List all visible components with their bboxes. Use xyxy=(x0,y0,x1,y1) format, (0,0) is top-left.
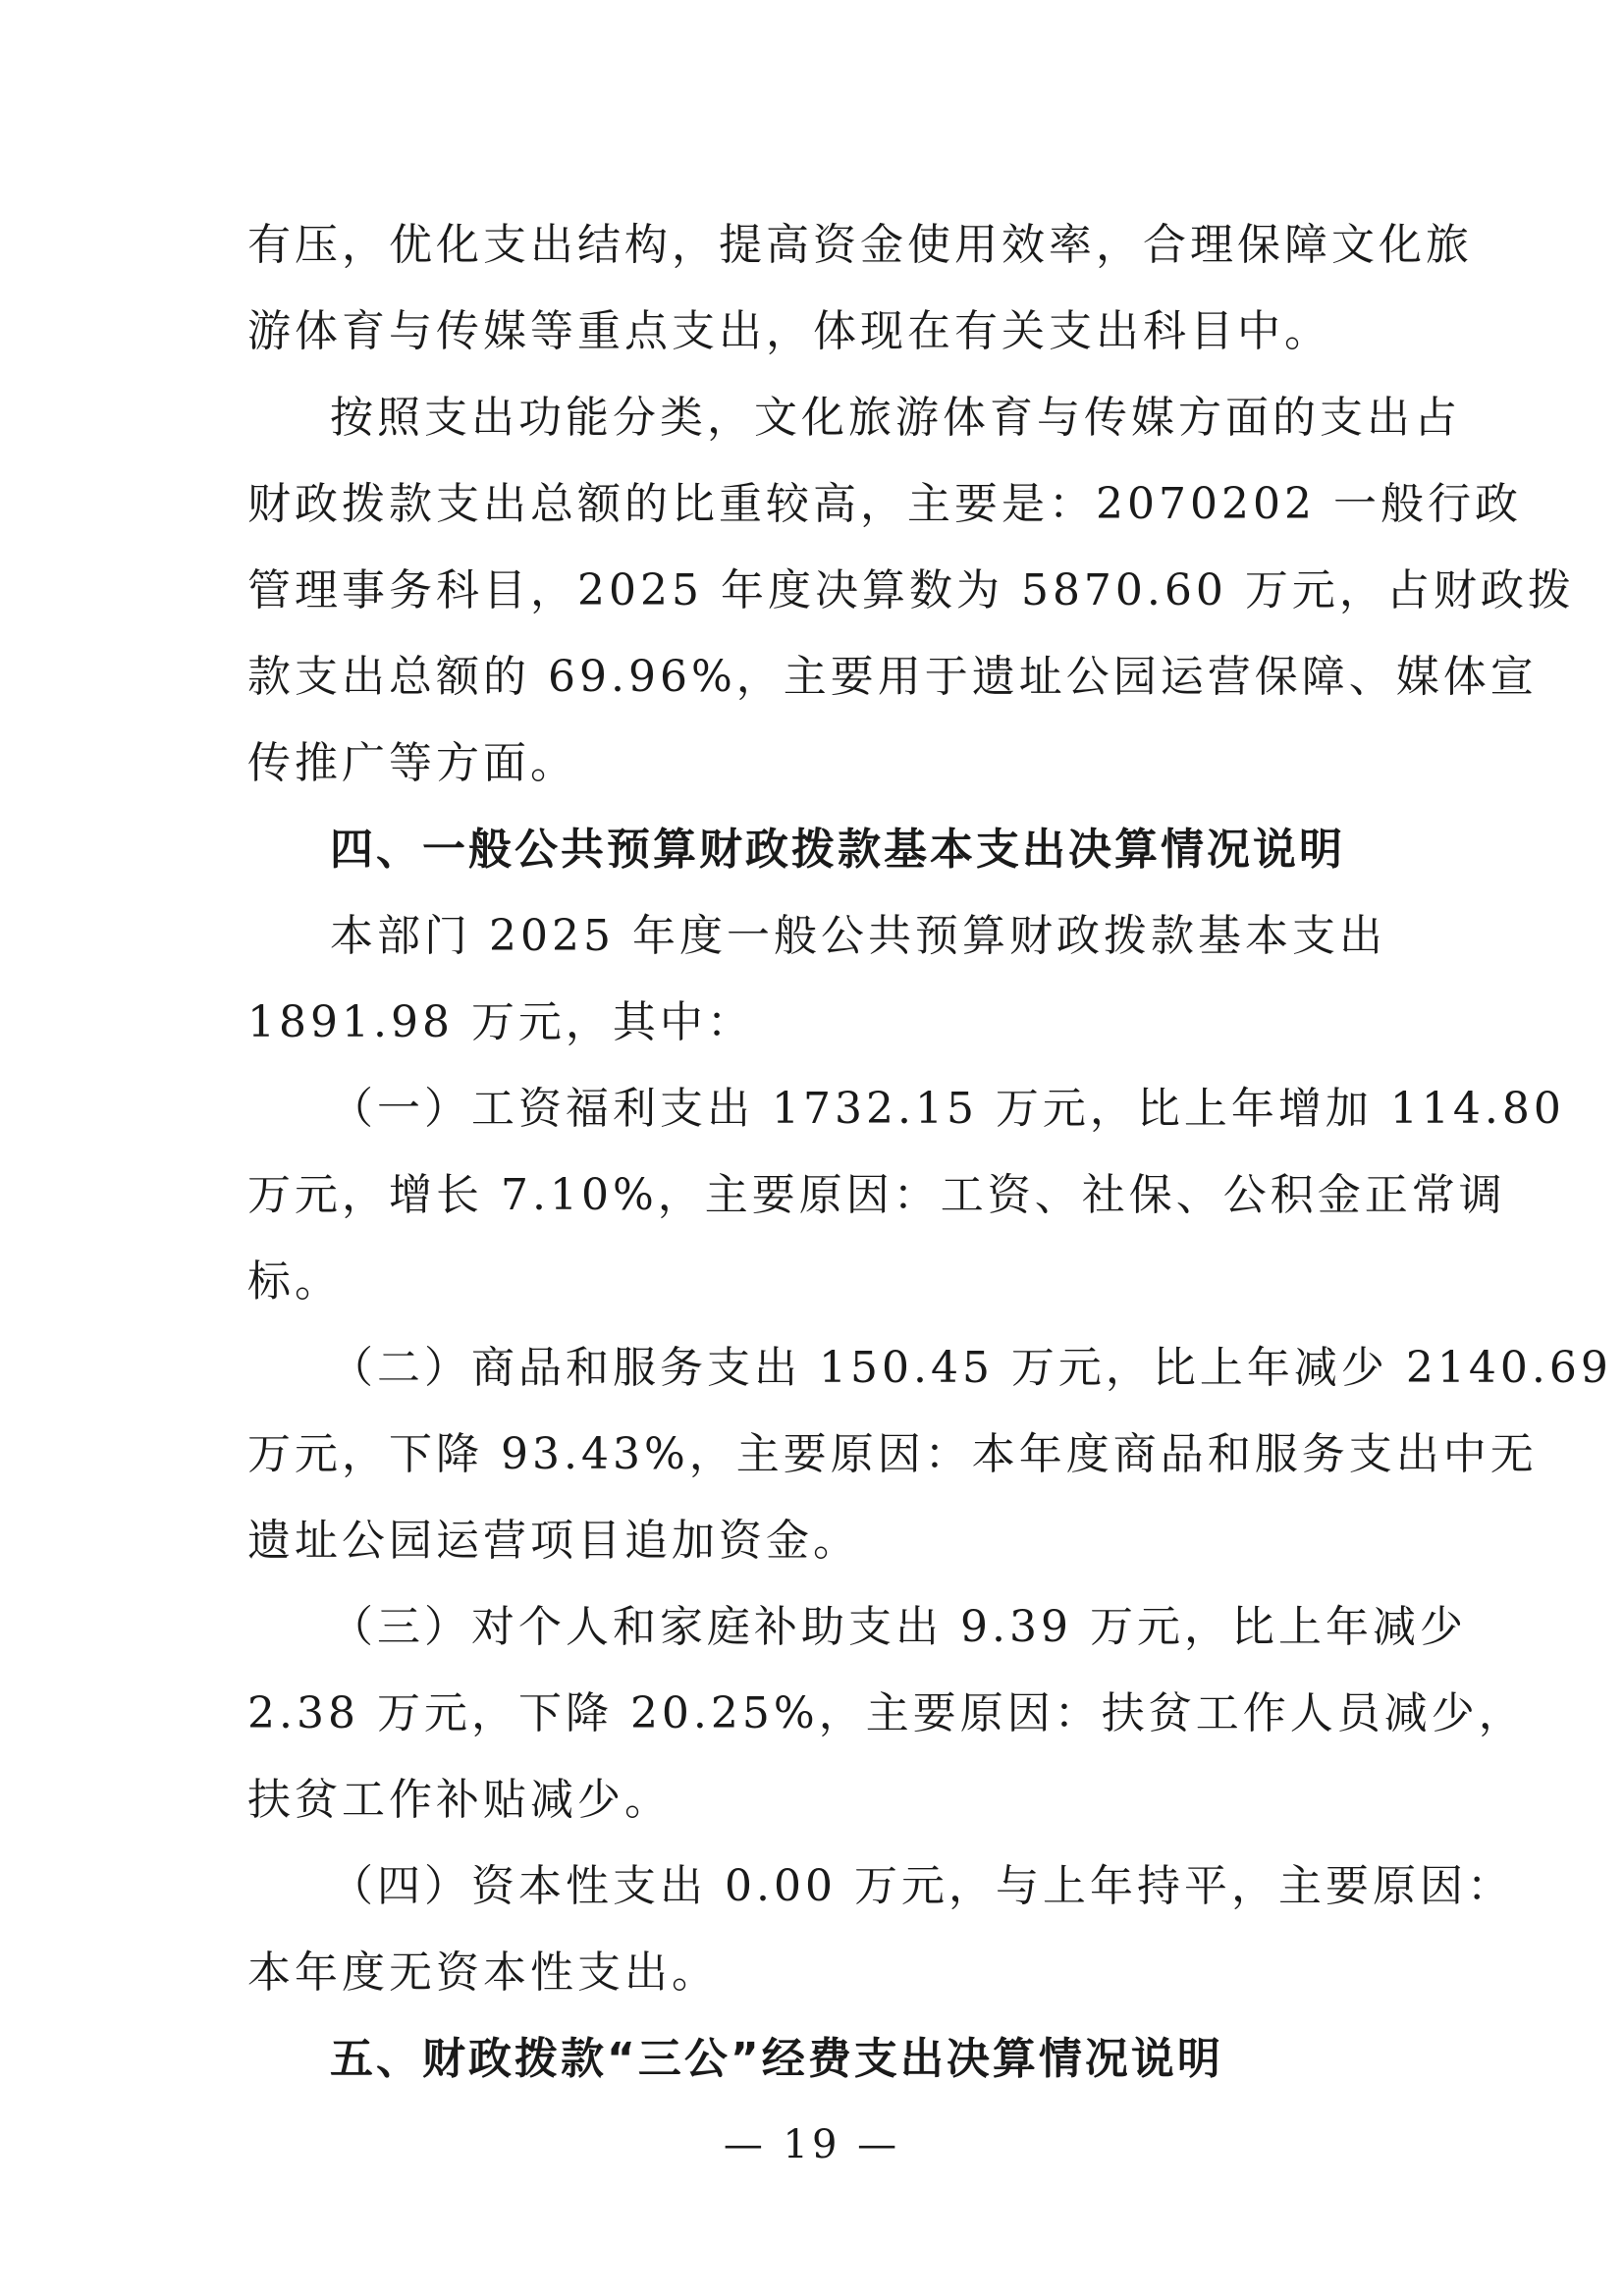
paragraph-capital-expenditure xyxy=(247,1843,1514,2016)
paragraph-personal-subsidy xyxy=(247,1584,1526,1843)
text-line: 2.38 万元，下降 20.25%，主要原因：扶贫工作人员减少， xyxy=(247,1688,1526,1738)
text-line: 游体育与传媒等重点支出，体现在有关支出科目中。 xyxy=(247,306,1331,356)
section-heading-4: 四、一般公共预算财政拨款基本支出决算情况说明 xyxy=(330,825,1345,875)
text-line: 1891.98 万元，其中： xyxy=(247,997,754,1047)
section-heading-5: 五、财政拨款“三公”经费支出决算情况说明 xyxy=(330,2034,1223,2084)
text-line: 本年度无资本性支出。 xyxy=(247,1948,719,1998)
text-line: （一）工资福利支出 1732.15 万元，比上年增加 114.80 xyxy=(330,1084,1565,1134)
text-line: （四）资本性支出 0.00 万元，与上年持平，主要原因： xyxy=(330,1861,1514,1911)
paragraph-continuation xyxy=(247,202,1473,375)
text-line: 款支出总额的 69.96%，主要用于遗址公园运营保障、媒体宣 xyxy=(247,652,1538,702)
page-number: — 19 — xyxy=(723,2122,901,2167)
paragraph-salary-welfare xyxy=(247,1066,1565,1325)
text-line: （三）对个人和家庭补助支出 9.39 万元，比上年减少 xyxy=(330,1602,1467,1652)
text-line: 万元，下降 93.43%，主要原因：本年度商品和服务支出中无 xyxy=(247,1429,1538,1479)
paragraph-basic-expenditure xyxy=(247,893,1386,1066)
text-line: 万元，增长 7.10%，主要原因：工资、社保、公积金正常调 xyxy=(247,1170,1506,1220)
text-line: 标。 xyxy=(247,1256,342,1307)
text-line: 财政拨款支出总额的比重较高，主要是：2070202 一般行政 xyxy=(247,479,1522,529)
text-line: 有压，优化支出结构，提高资金使用效率，合理保障文化旅 xyxy=(247,220,1473,270)
text-line: （二）商品和服务支出 150.45 万元，比上年减少 2140.69 xyxy=(330,1343,1612,1393)
text-line: 传推广等方面。 xyxy=(247,738,577,788)
text-line: 按照支出功能分类，文化旅游体育与传媒方面的支出占 xyxy=(330,393,1461,443)
text-line: 扶贫工作补贴减少。 xyxy=(247,1775,672,1825)
paragraph-function-classification xyxy=(247,375,1575,807)
text-line: 本部门 2025 年度一般公共预算财政拨款基本支出 xyxy=(330,911,1386,961)
text-line: 遗址公园运营项目追加资金。 xyxy=(247,1516,860,1566)
paragraph-goods-services xyxy=(247,1325,1612,1584)
text-line: 管理事务科目，2025 年度决算数为 5870.60 万元，占财政拨 xyxy=(247,565,1575,615)
